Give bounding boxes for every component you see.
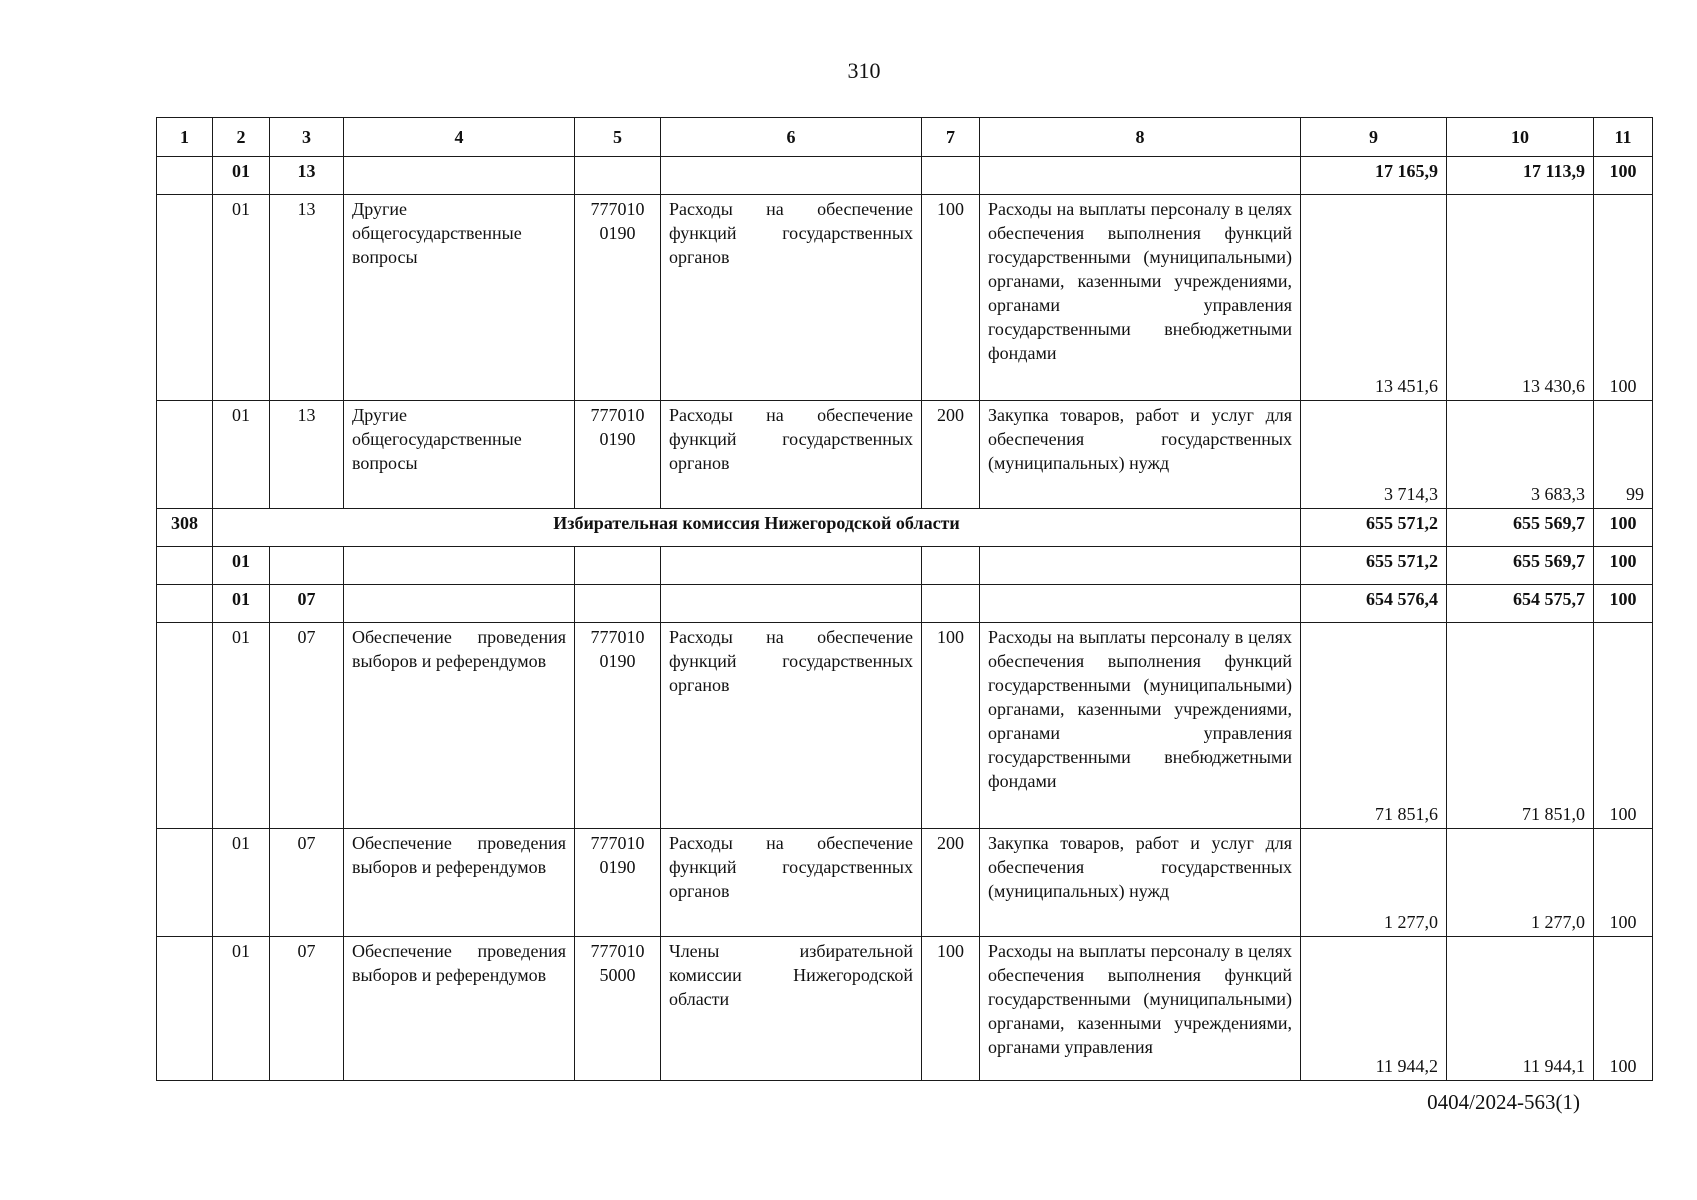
cell-target-name: Члены избирательной комиссии Нижегородской области bbox=[661, 937, 922, 1081]
cell-actual-amount: 654 575,7 bbox=[1447, 585, 1594, 623]
cell-org-code: 308 bbox=[157, 509, 213, 547]
cell-section: 01 bbox=[213, 829, 270, 937]
cell-percent: 100 bbox=[1594, 547, 1653, 585]
cell-section: 01 bbox=[213, 401, 270, 509]
cell-expense-name: Закупка товаров, работ и услуг для обеспечения государственных (муниципальных) нужд bbox=[980, 401, 1301, 509]
organization-title: Избирательная комиссия Нижегородской области bbox=[213, 509, 1301, 547]
column-header: 3 bbox=[270, 118, 344, 157]
table-row bbox=[157, 829, 1653, 937]
cell-percent: 100 bbox=[1594, 585, 1653, 623]
cell-target-code: 777010 0190 bbox=[575, 195, 661, 401]
cell-section: 01 bbox=[213, 547, 270, 585]
column-header: 10 bbox=[1447, 118, 1594, 157]
cell-actual-amount: 71 851,0 bbox=[1447, 623, 1594, 829]
cell-subsection: 13 bbox=[270, 195, 344, 401]
cell-target-code: 777010 5000 bbox=[575, 937, 661, 1081]
cell-empty bbox=[980, 585, 1301, 623]
column-header: 6 bbox=[661, 118, 922, 157]
cell-plan-amount: 3 714,3 bbox=[1301, 401, 1447, 509]
cell-target-code: 777010 0190 bbox=[575, 401, 661, 509]
cell-percent: 100 bbox=[1594, 623, 1653, 829]
cell-plan-amount: 655 571,2 bbox=[1301, 547, 1447, 585]
cell-percent: 100 bbox=[1594, 509, 1653, 547]
cell-empty bbox=[575, 547, 661, 585]
cell-target-code: 777010 0190 bbox=[575, 829, 661, 937]
cell-plan-amount: 17 165,9 bbox=[1301, 157, 1447, 195]
subtotal-row bbox=[157, 585, 1653, 623]
cell-empty bbox=[661, 547, 922, 585]
cell-org-code bbox=[157, 157, 213, 195]
cell-empty bbox=[344, 157, 575, 195]
cell-percent: 99 bbox=[1594, 401, 1653, 509]
cell-empty bbox=[157, 623, 213, 829]
cell-actual-amount: 1 277,0 bbox=[1447, 829, 1594, 937]
cell-actual-amount: 655 569,7 bbox=[1447, 509, 1594, 547]
subtotal-row bbox=[157, 547, 1653, 585]
page-number: 310 bbox=[847, 58, 881, 83]
cell-empty bbox=[661, 585, 922, 623]
cell-empty bbox=[575, 157, 661, 195]
cell-section-name: Другие общегосударственные вопросы bbox=[344, 401, 575, 509]
cell-expense-name: Расходы на выплаты персоналу в целях обеспечения выполнения функций государственными (муниципальными) органами, казенными учреждениями, органами управления bbox=[980, 937, 1301, 1081]
column-header: 7 bbox=[922, 118, 980, 157]
column-header: 9 bbox=[1301, 118, 1447, 157]
cell-actual-amount: 17 113,9 bbox=[1447, 157, 1594, 195]
cell-plan-amount: 654 576,4 bbox=[1301, 585, 1447, 623]
cell-subsection: 13 bbox=[270, 401, 344, 509]
document-code: 0404/2024-563(1) bbox=[1427, 1090, 1580, 1114]
cell-target-name: Расходы на обеспечение функций государственных органов bbox=[661, 401, 922, 509]
cell-org-code bbox=[157, 585, 213, 623]
cell-section: 01 bbox=[213, 157, 270, 195]
table-row bbox=[157, 623, 1653, 829]
cell-section-name: Обеспечение проведения выборов и референдумов bbox=[344, 829, 575, 937]
cell-actual-amount: 11 944,1 bbox=[1447, 937, 1594, 1081]
cell-section: 01 bbox=[213, 937, 270, 1081]
cell-target-code: 777010 0190 bbox=[575, 623, 661, 829]
cell-actual-amount: 655 569,7 bbox=[1447, 547, 1594, 585]
cell-section: 01 bbox=[213, 195, 270, 401]
budget-table bbox=[156, 117, 1653, 1081]
table-row bbox=[157, 401, 1653, 509]
cell-expense-name: Расходы на выплаты персоналу в целях обеспечения выполнения функций государственными (муниципальными) органами, казенными учреждениями, органами управления государственными внебюджетными фондами bbox=[980, 623, 1301, 829]
cell-subsection: 07 bbox=[270, 623, 344, 829]
cell-target-name: Расходы на обеспечение функций государственных органов bbox=[661, 623, 922, 829]
cell-empty bbox=[922, 585, 980, 623]
column-header: 4 bbox=[344, 118, 575, 157]
cell-expense-code: 100 bbox=[922, 623, 980, 829]
column-header: 1 bbox=[157, 118, 213, 157]
cell-empty bbox=[980, 547, 1301, 585]
cell-subsection: 07 bbox=[270, 585, 344, 623]
cell-empty bbox=[980, 157, 1301, 195]
cell-subsection: 07 bbox=[270, 829, 344, 937]
cell-actual-amount: 3 683,3 bbox=[1447, 401, 1594, 509]
cell-plan-amount: 655 571,2 bbox=[1301, 509, 1447, 547]
subtotal-row bbox=[157, 157, 1653, 195]
column-header: 11 bbox=[1594, 118, 1653, 157]
cell-percent: 100 bbox=[1594, 195, 1653, 401]
cell-section-name: Обеспечение проведения выборов и референдумов bbox=[344, 937, 575, 1081]
table-header-row bbox=[157, 118, 1653, 157]
column-header: 2 bbox=[213, 118, 270, 157]
cell-subsection bbox=[270, 547, 344, 585]
cell-actual-amount: 13 430,6 bbox=[1447, 195, 1594, 401]
cell-target-name: Расходы на обеспечение функций государственных органов bbox=[661, 829, 922, 937]
cell-empty bbox=[575, 585, 661, 623]
cell-section-name: Другие общегосударственные вопросы bbox=[344, 195, 575, 401]
cell-empty bbox=[157, 401, 213, 509]
cell-expense-code: 200 bbox=[922, 401, 980, 509]
cell-empty bbox=[157, 829, 213, 937]
cell-empty bbox=[922, 547, 980, 585]
table-row bbox=[157, 937, 1653, 1081]
cell-org-code bbox=[157, 547, 213, 585]
cell-plan-amount: 11 944,2 bbox=[1301, 937, 1447, 1081]
cell-subsection: 13 bbox=[270, 157, 344, 195]
cell-subsection: 07 bbox=[270, 937, 344, 1081]
cell-empty bbox=[344, 585, 575, 623]
cell-target-name: Расходы на обеспечение функций государственных органов bbox=[661, 195, 922, 401]
cell-percent: 100 bbox=[1594, 937, 1653, 1081]
cell-empty bbox=[157, 937, 213, 1081]
cell-percent: 100 bbox=[1594, 157, 1653, 195]
organization-row bbox=[157, 509, 1653, 547]
cell-percent: 100 bbox=[1594, 829, 1653, 937]
cell-expense-name: Закупка товаров, работ и услуг для обеспечения государственных (муниципальных) нужд bbox=[980, 829, 1301, 937]
column-header: 5 bbox=[575, 118, 661, 157]
cell-plan-amount: 1 277,0 bbox=[1301, 829, 1447, 937]
column-header: 8 bbox=[980, 118, 1301, 157]
cell-expense-code: 200 bbox=[922, 829, 980, 937]
cell-section: 01 bbox=[213, 585, 270, 623]
cell-expense-code: 100 bbox=[922, 937, 980, 1081]
cell-empty bbox=[157, 195, 213, 401]
table-row bbox=[157, 195, 1653, 401]
cell-plan-amount: 71 851,6 bbox=[1301, 623, 1447, 829]
cell-expense-name: Расходы на выплаты персоналу в целях обеспечения выполнения функций государственными (муниципальными) органами, казенными учреждениями, органами управления государственными внебюджетными фондами bbox=[980, 195, 1301, 401]
cell-expense-code: 100 bbox=[922, 195, 980, 401]
cell-empty bbox=[661, 157, 922, 195]
cell-plan-amount: 13 451,6 bbox=[1301, 195, 1447, 401]
cell-section-name: Обеспечение проведения выборов и референдумов bbox=[344, 623, 575, 829]
cell-empty bbox=[922, 157, 980, 195]
cell-section: 01 bbox=[213, 623, 270, 829]
cell-empty bbox=[344, 547, 575, 585]
